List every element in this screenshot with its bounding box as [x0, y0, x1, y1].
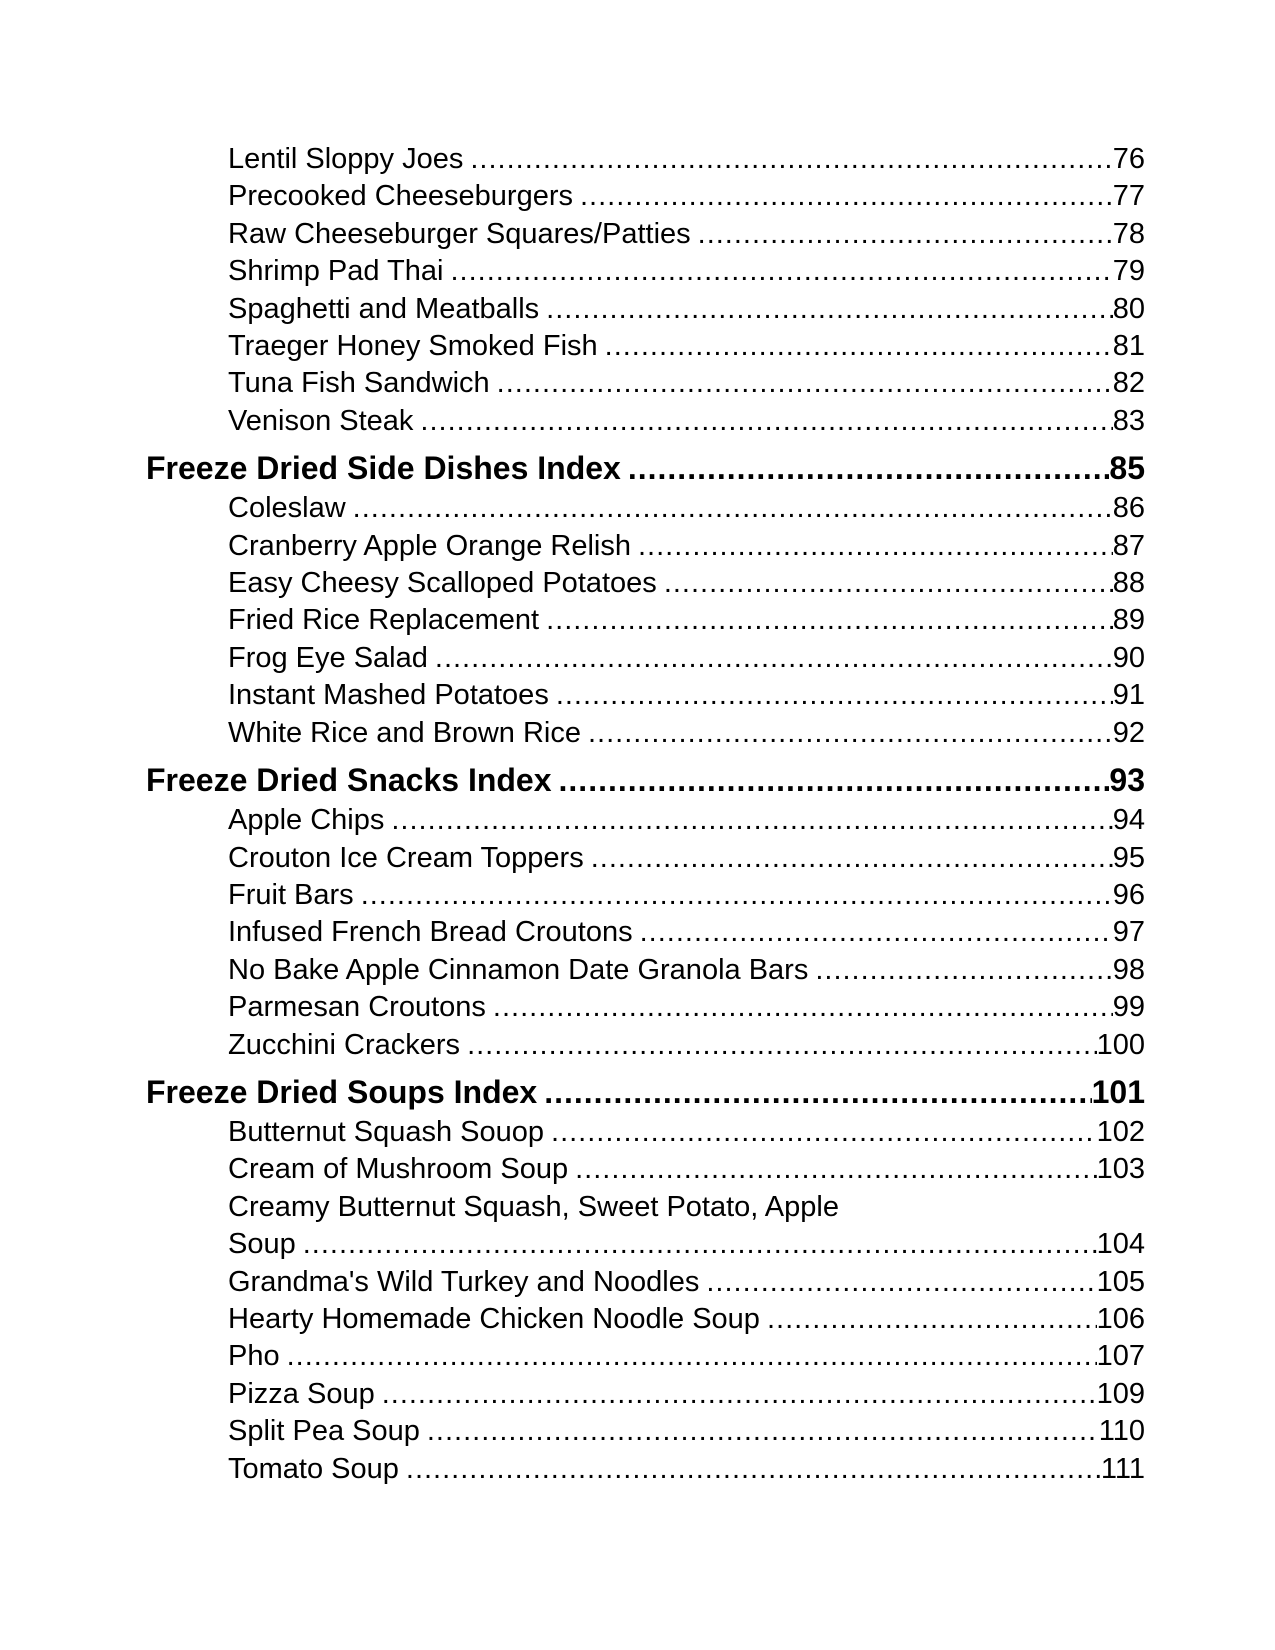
dot-leader: [450, 253, 1112, 290]
toc-entry-row: [146, 216, 1145, 253]
dot-leader: [420, 403, 1112, 440]
dot-leader: [435, 640, 1113, 677]
toc-entry-label: Parmesan Croutons: [228, 991, 486, 1024]
toc-entry-label: Shrimp Pad Thai: [228, 255, 444, 288]
page-number: 79: [1112, 255, 1145, 288]
page-number: 102: [1096, 1115, 1145, 1148]
toc-section-label: Freeze Dried Soups Index: [146, 1073, 538, 1110]
toc-entry-label: Spaghetti and Meatballs: [228, 292, 540, 325]
toc-entry-row: [146, 952, 1145, 989]
page-number: 98: [1112, 953, 1145, 986]
toc-entry-label: Creamy Butternut Squash, Sweet Potato, Apple: [228, 1190, 839, 1223]
page-number: 85: [1109, 450, 1145, 487]
page-number: 94: [1112, 804, 1145, 837]
toc-entry-label: Infused French Bread Croutons: [228, 916, 633, 949]
toc-entry-label: Butternut Squash Souop: [228, 1115, 545, 1148]
page-number: 89: [1112, 604, 1145, 637]
toc-entry-row: [146, 1189, 1145, 1226]
toc-section-label: Freeze Dried Side Dishes Index: [146, 450, 621, 487]
toc-entry-row: [146, 914, 1145, 951]
toc-entry-label: Traeger Honey Smoked Fish: [228, 330, 598, 363]
toc-section-row: [146, 446, 1145, 490]
dot-leader: [406, 1451, 1101, 1488]
toc-entry-row: [146, 1151, 1145, 1188]
toc-entry-row: [146, 291, 1145, 328]
toc-entry-row: [146, 1114, 1145, 1151]
dot-leader: [467, 1027, 1097, 1064]
page-number: 80: [1112, 292, 1145, 325]
toc-entry-row: [146, 840, 1145, 877]
toc-entry-label: Tuna Fish Sandwich: [228, 367, 490, 400]
toc-entry-row: [146, 1338, 1145, 1375]
toc-entry-label: Apple Chips: [228, 804, 385, 837]
dot-leader: [664, 565, 1113, 602]
page-number: 82: [1112, 367, 1145, 400]
toc-entry-label: Frog Eye Salad: [228, 641, 428, 674]
toc-entry-label: Tomato Soup: [228, 1452, 399, 1485]
toc-entry-row: [146, 253, 1145, 290]
toc-entry-label: Fruit Bars: [228, 878, 354, 911]
toc-entry-label: Coleslaw: [228, 492, 346, 525]
toc-entry-label: Easy Cheesy Scalloped Potatoes: [228, 567, 657, 600]
dot-leader: [815, 952, 1112, 989]
dot-leader: [638, 528, 1113, 565]
toc-entry-row: [146, 141, 1145, 178]
dot-leader: [361, 877, 1113, 914]
page-number: 97: [1112, 916, 1145, 949]
toc-entry-label: Split Pea Soup: [228, 1415, 420, 1448]
dot-leader: [559, 758, 1110, 802]
toc-entry-row: [146, 178, 1145, 215]
toc-entry-row: [146, 565, 1145, 602]
dot-leader: [588, 715, 1113, 752]
toc-entry-label: No Bake Apple Cinnamon Date Granola Bars: [228, 953, 809, 986]
dot-leader: [303, 1226, 1097, 1263]
toc-entry-row: [146, 677, 1145, 714]
dot-leader: [605, 328, 1113, 365]
toc-entry-row: [146, 989, 1145, 1026]
toc-entry-row: [146, 877, 1145, 914]
toc-entry-row: [146, 602, 1145, 639]
toc-entry-label: Soup: [228, 1228, 296, 1261]
dot-leader: [591, 840, 1113, 877]
toc-section-row: [146, 758, 1145, 802]
dot-leader: [556, 677, 1113, 714]
page-number: 76: [1112, 143, 1145, 175]
page-number: 110: [1098, 1415, 1145, 1448]
dot-leader: [546, 291, 1113, 328]
toc-entry-row: [146, 1301, 1145, 1338]
page-number: 105: [1096, 1265, 1145, 1298]
toc-entry-row: [146, 403, 1145, 440]
toc-entry-label: Lentil Sloppy Joes: [228, 143, 464, 175]
toc-entry-label: Pizza Soup: [228, 1377, 375, 1410]
page-number: 100: [1096, 1028, 1145, 1061]
page-number: 111: [1100, 1452, 1145, 1485]
page-number: 86: [1112, 492, 1145, 525]
toc-entry-row: [146, 328, 1145, 365]
toc-entry-label: Grandma's Wild Turkey and Noodles: [228, 1265, 700, 1298]
dot-leader: [575, 1151, 1097, 1188]
toc-entry-label: White Rice and Brown Rice: [228, 716, 581, 749]
toc-entry-row: [146, 490, 1145, 527]
toc-section-label: Freeze Dried Snacks Index: [146, 762, 552, 799]
page-number: 81: [1112, 330, 1145, 363]
dot-leader: [698, 216, 1113, 253]
page-number: 95: [1112, 841, 1145, 874]
page-number: 103: [1096, 1153, 1145, 1186]
toc-entry-row: [146, 802, 1145, 839]
toc-entry-row: [146, 1027, 1145, 1064]
page-number: 109: [1096, 1377, 1145, 1410]
toc-entry-row: [146, 1376, 1145, 1413]
toc-entry-label: Raw Cheeseburger Squares/Patties: [228, 217, 691, 250]
dot-leader: [628, 446, 1110, 490]
toc-entry-row: [146, 1226, 1145, 1263]
dot-leader: [391, 802, 1112, 839]
toc-entry-row: [146, 365, 1145, 402]
toc-entry-row: [146, 528, 1145, 565]
dot-leader: [544, 1070, 1091, 1114]
toc-entry-label: Cream of Mushroom Soup: [228, 1153, 569, 1186]
toc-entry-row: [146, 640, 1145, 677]
toc-entry-label: Zucchini Crackers: [228, 1028, 461, 1061]
dot-leader: [706, 1264, 1096, 1301]
dot-leader: [546, 602, 1113, 639]
page-number: 87: [1112, 529, 1145, 562]
dot-leader: [353, 490, 1113, 527]
toc-entry-row: [146, 1264, 1145, 1301]
page-number: 83: [1112, 404, 1145, 437]
dot-leader: [287, 1338, 1097, 1375]
toc-entry-label: Cranberry Apple Orange Relish: [228, 529, 631, 562]
dot-leader: [580, 178, 1113, 215]
page-number: 99: [1112, 991, 1145, 1024]
dot-leader: [497, 365, 1113, 402]
toc-entry-label: Crouton Ice Cream Toppers: [228, 841, 584, 874]
page-number: 90: [1112, 641, 1145, 674]
toc-entry-row: [146, 1451, 1145, 1488]
page-number: 92: [1112, 716, 1145, 749]
toc-entry-label: Venison Steak: [228, 404, 414, 437]
toc-entry-label: Precooked Cheeseburgers: [228, 180, 573, 213]
dot-leader: [493, 989, 1113, 1026]
page-number: 106: [1096, 1302, 1145, 1335]
page-number: 96: [1112, 878, 1145, 911]
page-number: 104: [1096, 1228, 1145, 1261]
toc-entry-row: [146, 1413, 1145, 1450]
toc-entry-label: Instant Mashed Potatoes: [228, 679, 549, 712]
dot-leader: [427, 1413, 1099, 1450]
page-number: 93: [1109, 762, 1145, 799]
page-number: 88: [1112, 567, 1145, 600]
page-number: 77: [1112, 180, 1145, 213]
page-number: 107: [1096, 1340, 1145, 1373]
toc-entry-label: Hearty Homemade Chicken Noodle Soup: [228, 1302, 760, 1335]
toc-entry-row: [146, 715, 1145, 752]
dot-leader: [470, 141, 1112, 178]
dot-leader: [767, 1301, 1097, 1338]
page-number: 101: [1091, 1073, 1145, 1110]
toc-entry-label: Pho: [228, 1340, 280, 1373]
dot-leader: [640, 914, 1113, 951]
page-number: 78: [1112, 217, 1145, 250]
dot-leader: [551, 1114, 1097, 1151]
dot-leader: [382, 1376, 1097, 1413]
page-number: 91: [1112, 679, 1145, 712]
toc-section-row: [146, 1070, 1145, 1114]
toc-entry-label: Fried Rice Replacement: [228, 604, 540, 637]
